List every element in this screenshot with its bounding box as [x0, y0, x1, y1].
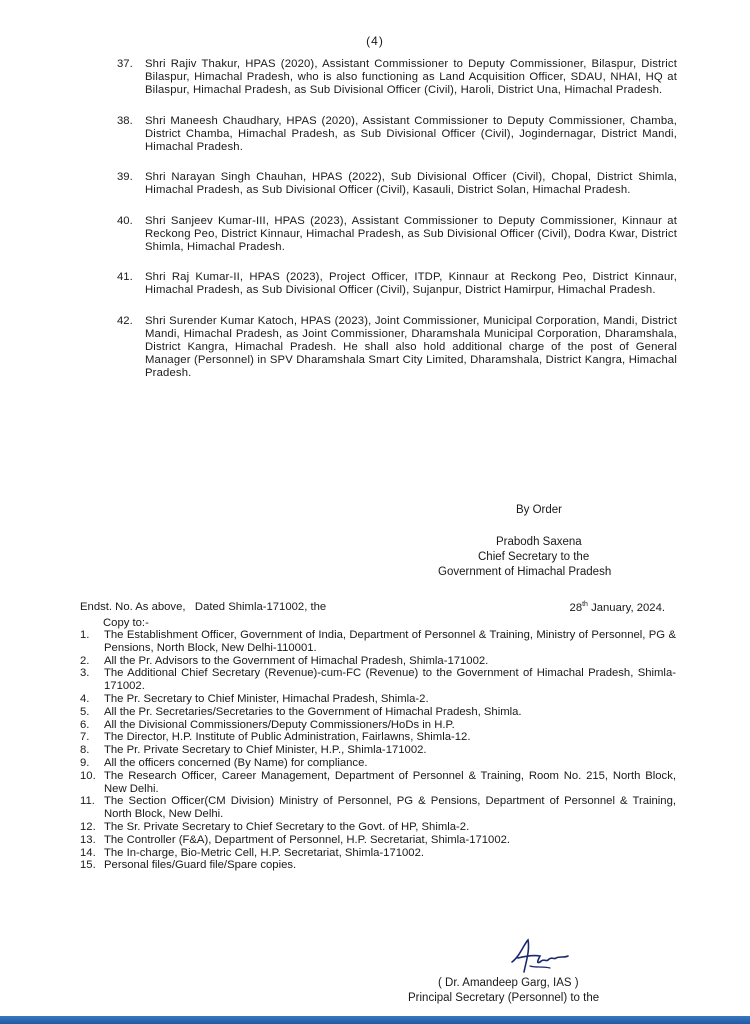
posting-item — [117, 171, 677, 197]
copy-list — [80, 629, 676, 872]
copy-text: The In-charge, Bio-Metric Cell, H.P. Secretariat, Shimla-171002. — [104, 846, 425, 859]
copy-text: All the Divisional Commissioners/Deputy Commissioners/HoDs in H.P. — [104, 718, 455, 731]
chief-secretary-signature-block — [408, 535, 658, 580]
copy-item — [80, 655, 676, 668]
copy-to-label: Copy to:- — [103, 617, 149, 629]
copy-text: The Section Officer(CM Division) Ministry of Personnel, PG & Pensions, Department of Personnel & Training, North Block, New Delhi. — [104, 795, 676, 821]
copy-item — [80, 847, 676, 860]
copy-number: 14. — [80, 846, 96, 859]
copy-text: Personal files/Guard file/Spare copies. — [104, 859, 297, 872]
copy-item — [80, 667, 676, 693]
copy-text: The Sr. Private Secretary to Chief Secretary to the Govt. of HP, Shimla-2. — [104, 820, 470, 833]
posting-text: Shri Surender Kumar Katoch, HPAS (2023), Joint Commissioner, Municipal Corporation, Mandi, District Mandi, Himachal Pradesh, as Joint Commissioner, Dharamshala Municipal Corporation, Dharamshala, District Kangra, Himachal Pradesh. He shall also hold additional charge of the post of General Manager (Personnel) in SPV Dharamshala Smart City Limited, Dharamshala, District Kangra, Himachal Pradesh. — [145, 314, 677, 380]
date-day: 28 — [569, 601, 583, 614]
copy-item — [80, 795, 676, 821]
copy-number: 12. — [80, 820, 96, 833]
posting-item — [117, 271, 677, 297]
copy-item — [80, 706, 676, 719]
copy-number: 5. — [80, 705, 90, 718]
copy-text: The Director, H.P. Institute of Public Administration, Fairlawns, Shimla-12. — [104, 731, 471, 744]
posting-text: Shri Maneesh Chaudhary, HPAS (2020), Assistant Commissioner to Deputy Commissioner, Chamba, District Chamba, Himachal Pradesh, as Sub Divisional Officer (Civil), Jogindernagar, District Mandi, Himachal Pradesh. — [145, 114, 677, 154]
copy-text: The Pr. Secretary to Chief Minister, Himachal Pradesh, Shimla-2. — [104, 692, 429, 705]
posting-number: 38. — [117, 114, 133, 127]
copy-text: The Controller (F&A), Department of Personnel, H.P. Secretariat, Shimla-171002. — [104, 833, 511, 846]
date-rest: January, 2024. — [587, 601, 665, 614]
copy-item — [80, 693, 676, 706]
posting-text: Shri Narayan Singh Chauhan, HPAS (2022), Sub Divisional Officer (Civil), Chopal, District Shimla, Himachal Pradesh, as Sub Divisional Officer (Civil), Kasauli, District Solan, Himachal Pradesh. — [145, 171, 677, 197]
signatory-name: ( Dr. Amandeep Garg, IAS ) — [438, 977, 579, 989]
copy-text: All the officers concerned (By Name) for compliance. — [104, 756, 368, 769]
signatory-designation: Government of Himachal Pradesh — [438, 566, 612, 578]
copy-item — [80, 757, 676, 770]
copy-text: The Additional Chief Secretary (Revenue)-cum-FC (Revenue) to the Government of Himachal Pradesh, Shimla-171002. — [104, 667, 676, 693]
posting-item — [117, 215, 677, 255]
by-order-text: By Order — [516, 504, 563, 516]
page-number: (4) — [366, 34, 384, 48]
posting-item — [117, 315, 677, 381]
copy-text: All the Pr. Secretaries/Secretaries to the Government of Himachal Pradesh, Shimla. — [104, 705, 522, 718]
copy-text: The Establishment Officer, Government of India, Department of Personnel & Training, Ministry of Personnel, PG & Pensions, North Block, New Delhi-110001. — [104, 629, 676, 654]
posting-item — [117, 115, 677, 155]
copy-number: 13. — [80, 833, 96, 846]
signatory-designation: Principal Secretary (Personnel) to the — [408, 992, 600, 1004]
copy-number: 10. — [80, 769, 96, 782]
copy-text: All the Pr. Advisors to the Government of Himachal Pradesh, Shimla-171002. — [104, 654, 489, 667]
signatory-name: Prabodh Saxena — [496, 536, 582, 548]
copy-number: 11. — [80, 795, 95, 808]
posting-number: 40. — [117, 214, 133, 227]
principal-secretary-signature-block — [408, 976, 658, 1006]
posting-text: Shri Rajiv Thakur, HPAS (2020), Assistant Commissioner to Deputy Commissioner, Bilaspur, District Bilaspur, Himachal Pradesh, who is also functioning as Land Acquisition Officer, SDAU, NHAI, HQ at Bilaspur, Himachal Pradesh, as Sub Divisional Officer (Civil), Haroli, District Una, Himachal Pradesh. — [145, 58, 677, 97]
copy-item — [80, 719, 676, 732]
copy-item — [80, 731, 676, 744]
copy-number: 15. — [80, 859, 96, 872]
copy-number: 4. — [80, 692, 90, 705]
copy-item — [80, 744, 676, 757]
copy-item — [80, 834, 676, 847]
copy-text: The Pr. Private Secretary to Chief Minister, H.P., Shimla-171002. — [104, 744, 427, 757]
copy-number: 3. — [80, 667, 90, 680]
copy-item — [80, 821, 676, 834]
posting-number: 39. — [117, 171, 133, 184]
copy-number: 2. — [80, 654, 90, 667]
copy-item — [80, 859, 676, 872]
posting-text: Shri Raj Kumar-II, HPAS (2023), Project Officer, ITDP, Kinnaur at Reckong Peo, District Kinnaur, Himachal Pradesh, as Sub Divisional Officer (Civil), Sujanpur, District Hamirpur, Himachal Pradesh. — [145, 271, 677, 297]
copy-number: 8. — [80, 744, 90, 757]
copy-text: The Research Officer, Career Management, Department of Personnel & Training, Room No. 215, North Block, New Delhi. — [104, 769, 676, 795]
copy-number: 7. — [80, 731, 90, 744]
signatory-designation: Chief Secretary to the — [478, 551, 590, 563]
endorsement-reference: Endst. No. As above, Dated Shimla-171002, the — [80, 601, 327, 613]
posting-text: Shri Sanjeev Kumar-III, HPAS (2023), Assistant Commissioner to Deputy Commissioner, Kinnaur at Reckong Peo, District Kinnaur, Himachal Pradesh, as Sub Divisional Officer (Civil), Dodra Kwar, District Shimla, Himachal Pradesh. — [145, 214, 677, 254]
viewer-bottom-bar — [0, 1016, 750, 1024]
posting-number: 37. — [117, 58, 133, 70]
date-suffix: th — [582, 601, 588, 608]
posting-number: 41. — [117, 271, 133, 284]
posting-number: 42. — [117, 314, 133, 327]
copy-number: 1. — [80, 629, 90, 641]
endorsement-date — [570, 601, 665, 614]
postings-list — [117, 58, 677, 398]
copy-number: 9. — [80, 756, 90, 769]
copy-item — [80, 629, 676, 655]
copy-item — [80, 770, 676, 796]
posting-item — [117, 58, 677, 98]
copy-number: 6. — [80, 718, 90, 731]
